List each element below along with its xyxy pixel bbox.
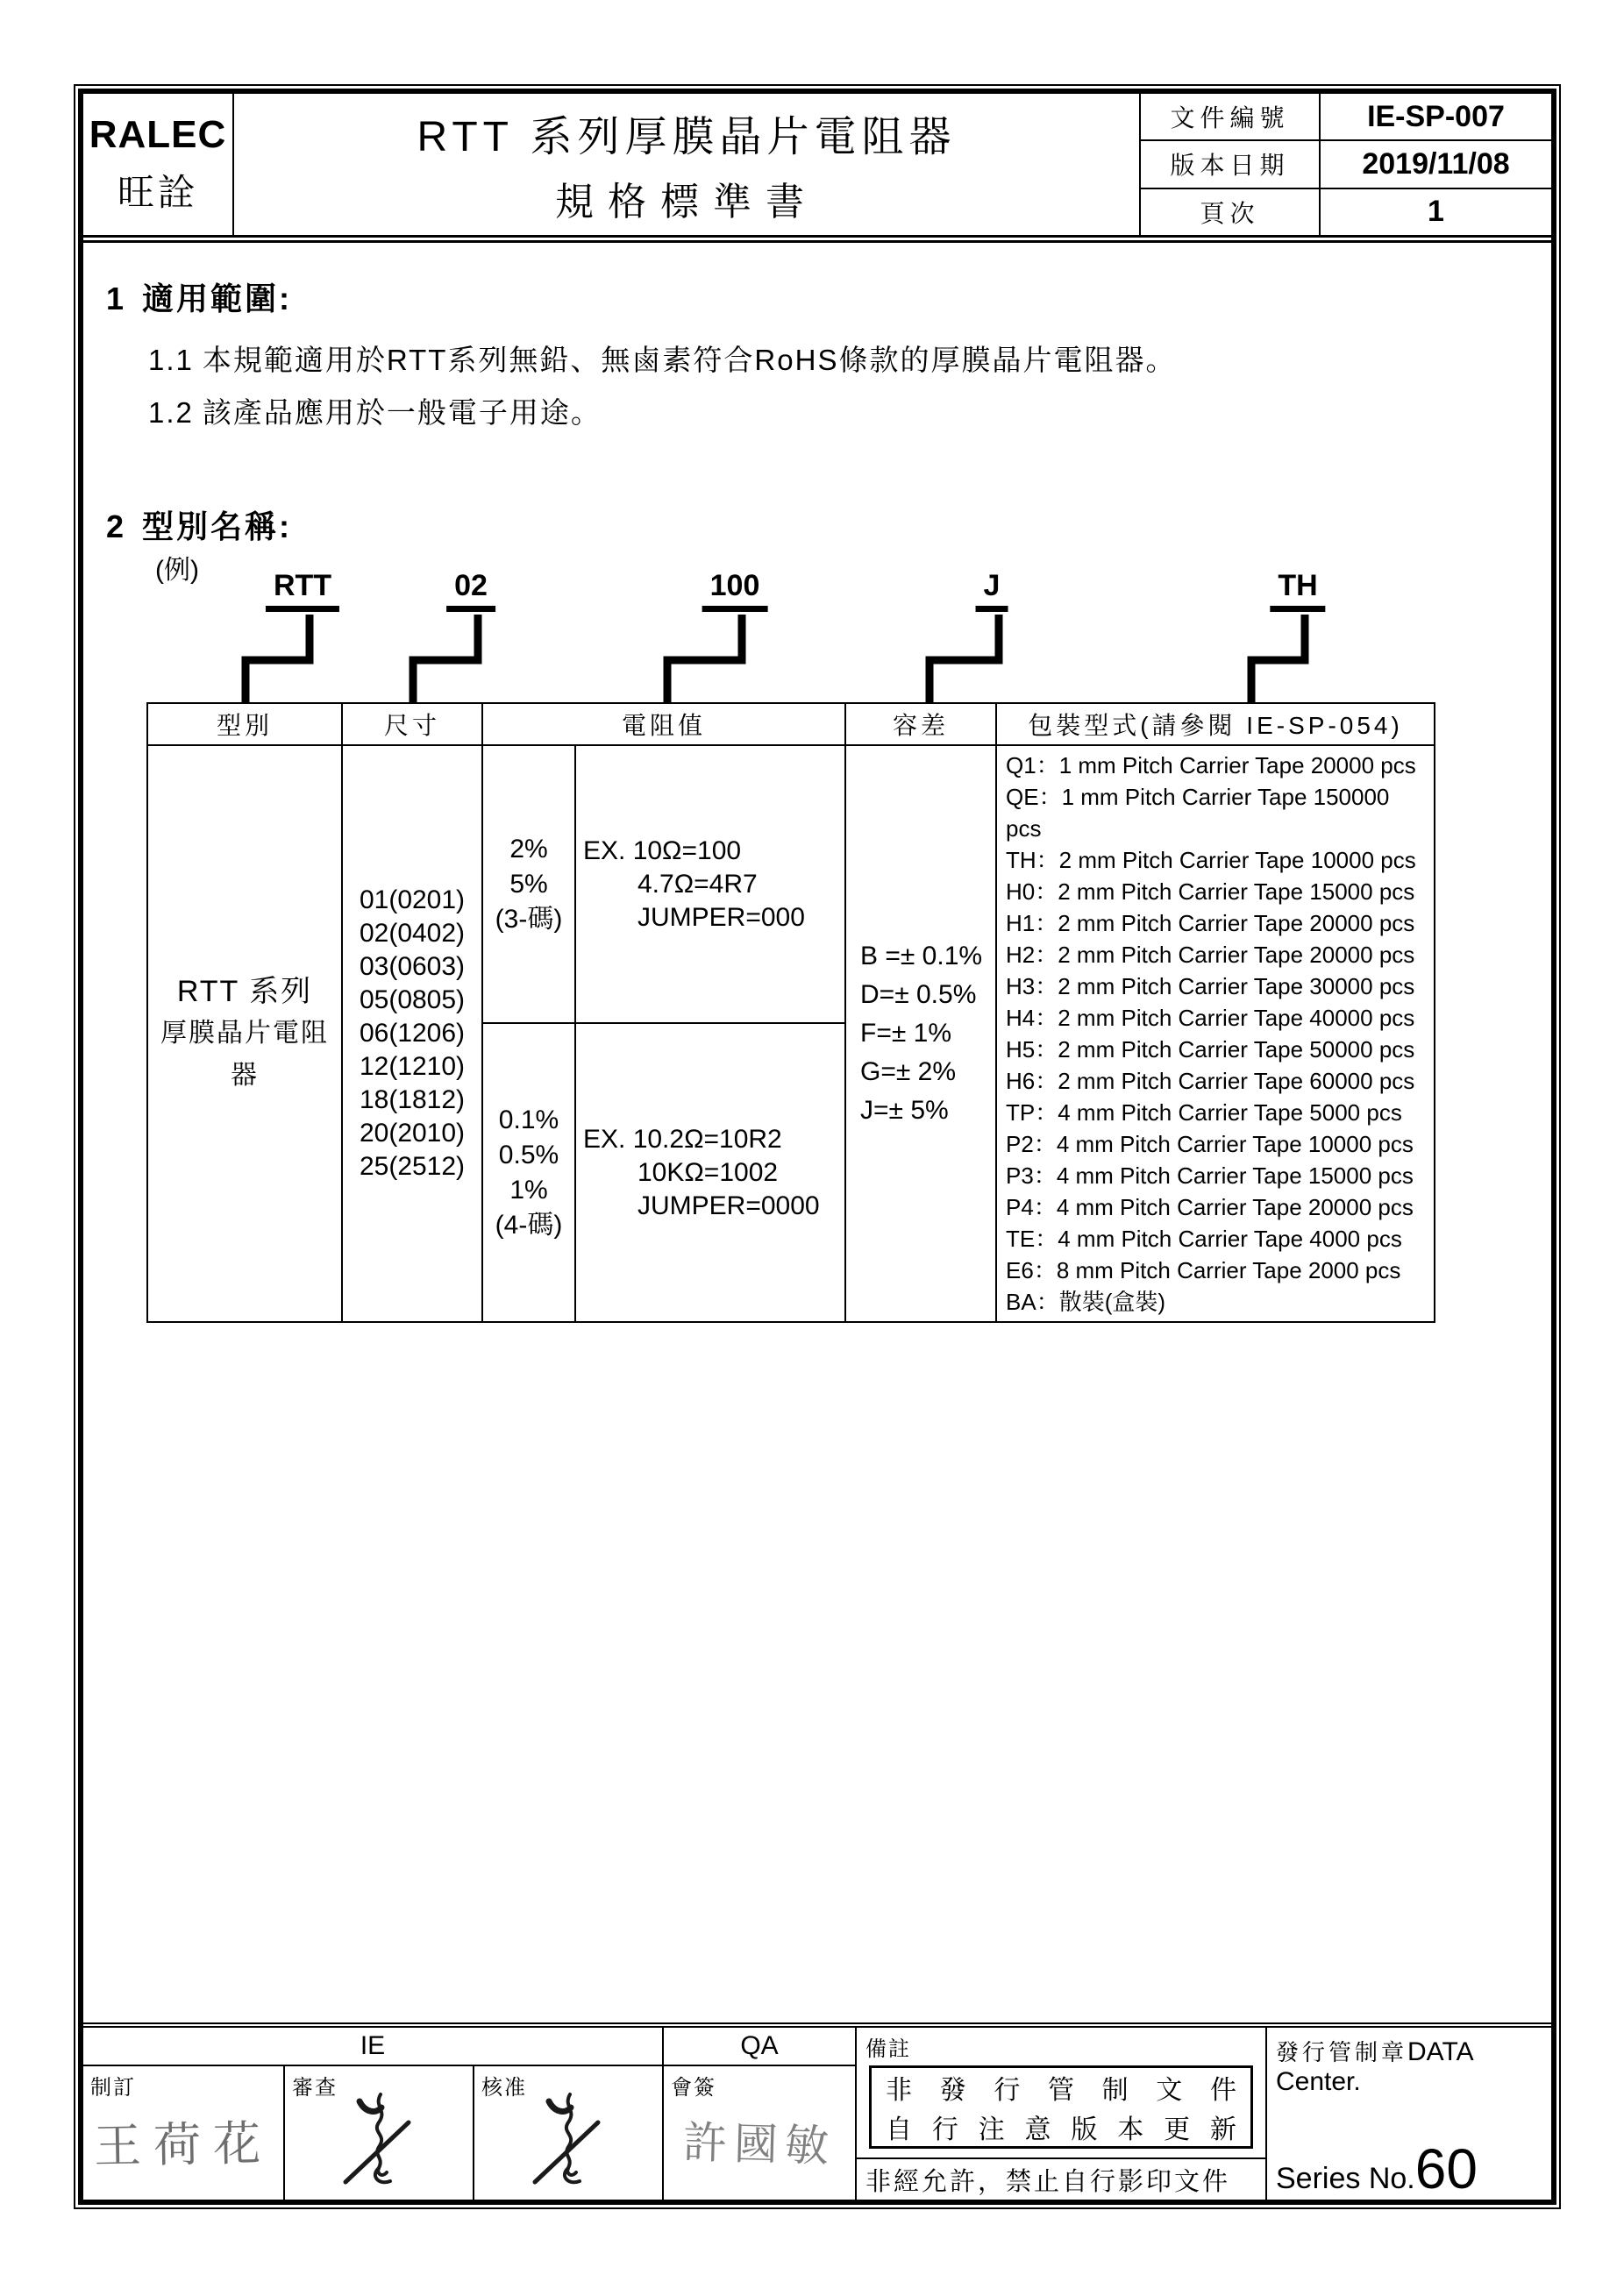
header-model: 型別 [147, 703, 342, 745]
section2-heading [106, 502, 292, 547]
size-item: 25(2512) [359, 1152, 466, 1181]
info-row-doc-number [1141, 94, 1551, 141]
code-3digit-note: (3-碼) [495, 904, 563, 934]
item-1-1-text: 本規範適用於RTT系列無鉛、無鹵素符合RoHS條款的厚膜晶片電阻器。 [202, 344, 1177, 376]
copy-prohibition-note: 非經允許，禁止自行影印文件 [857, 2157, 1265, 2200]
spec-table-header-row [147, 703, 1435, 745]
packaging-item: TE：4 mm Pitch Carrier Tape 4000 pcs [1006, 1226, 1402, 1252]
header-packaging: 包裝型式(請參閱 IE-SP-054) [996, 703, 1435, 745]
example-line: 4.7Ω=4R7 [637, 869, 758, 899]
signature-header-row [83, 2028, 855, 2066]
countersign-signature: 許國敏 [682, 2117, 837, 2172]
model-cell [147, 745, 342, 1322]
document-body [83, 243, 1551, 2022]
code-label-packaging: TH [1270, 569, 1325, 612]
reviewer-label: 審查 [292, 2076, 338, 2100]
size-item: 05(0805) [359, 985, 466, 1014]
resistance-codes-3digit [482, 745, 575, 1023]
packaging-item: BA：散裝(盒裝) [1006, 1289, 1166, 1315]
example-line: JUMPER=0000 [637, 1191, 820, 1220]
packaging-cell [996, 745, 1435, 1322]
drafter-signature: 王荷花 [93, 2116, 274, 2173]
header-resistance: 電阻值 [482, 703, 845, 745]
packaging-item: H4：2 mm Pitch Carrier Tape 40000 pcs [1006, 1005, 1415, 1031]
size-item: 03(0603) [359, 952, 466, 981]
tolerance-cell [845, 745, 996, 1322]
issue-control-stamp-cell [1265, 2028, 1551, 2200]
approver-signature-scribble [524, 2089, 612, 2193]
tolerance-item: J=± 5% [860, 1096, 949, 1125]
item-1-2-number: 1.2 [148, 396, 194, 429]
section1-title: 適用範圍: [142, 281, 293, 316]
packaging-item: TH：2 mm Pitch Carrier Tape 10000 pcs [1006, 847, 1416, 873]
resistance-example-4digit [575, 1023, 845, 1322]
packaging-item: P2：4 mm Pitch Carrier Tape 10000 pcs [1006, 1131, 1414, 1157]
example-line: EX. 10Ω=100 [583, 835, 742, 865]
title-cell [234, 94, 1139, 235]
remarks-note-box [869, 2065, 1253, 2149]
packaging-item: TP：4 mm Pitch Carrier Tape 5000 pcs [1006, 1099, 1402, 1126]
size-item: 02(0402) [359, 919, 466, 948]
stamp-value: DATA Center. [1276, 2037, 1472, 2096]
document-border [74, 84, 1561, 2209]
packaging-item: H6：2 mm Pitch Carrier Tape 60000 pcs [1006, 1068, 1415, 1094]
packaging-item: H1：2 mm Pitch Carrier Tape 20000 pcs [1006, 910, 1415, 936]
section2-title: 型別名稱: [142, 508, 293, 544]
approver-label: 核准 [481, 2076, 527, 2100]
document-title-line2: 規格標準書 [555, 181, 818, 224]
packaging-item: H0：2 mm Pitch Carrier Tape 15000 pcs [1006, 878, 1415, 905]
item-1-1-number: 1.1 [148, 344, 194, 376]
signature-cells [83, 2066, 855, 2200]
remarks-box-line: 非 發 行 管 制 文 件 [886, 2076, 1236, 2106]
size-item: 06(1206) [359, 1019, 466, 1048]
countersign-label: 會簽 [671, 2076, 716, 2100]
model-description: 厚膜晶片電阻器 [160, 1019, 329, 1090]
version-date-label: 版本日期 [1141, 141, 1321, 187]
series-number: 60 [1414, 2137, 1478, 2200]
packaging-item: Q1：1 mm Pitch Carrier Tape 20000 pcs [1006, 752, 1416, 778]
size-item: 01(0201) [359, 885, 466, 914]
stamp-label: 發行管制章 [1276, 2039, 1408, 2065]
remarks-label: 備註 [865, 2037, 911, 2061]
resistance-codes-4digit [482, 1023, 575, 1322]
sign-cell-countersign [664, 2066, 855, 2200]
code-5pct: 5% [509, 869, 548, 899]
packaging-item: P4：4 mm Pitch Carrier Tape 20000 pcs [1006, 1194, 1414, 1220]
code-01pct: 0.1% [498, 1105, 559, 1134]
company-logo: RALEC [89, 112, 227, 156]
code-2pct: 2% [509, 834, 548, 864]
info-row-version-date [1141, 141, 1551, 188]
sign-cell-reviewer [285, 2066, 474, 2200]
drafter-label: 制訂 [90, 2076, 136, 2100]
packaging-item: H5：2 mm Pitch Carrier Tape 50000 pcs [1006, 1036, 1415, 1063]
info-row-page-number [1141, 189, 1551, 235]
packaging-item: H2：2 mm Pitch Carrier Tape 20000 pcs [1006, 942, 1415, 968]
section1-number: 1 [106, 281, 127, 316]
doc-number-value: IE-SP-007 [1367, 99, 1505, 133]
tolerance-item: D=± 0.5% [860, 980, 977, 1009]
approval-footer [83, 2022, 1551, 2200]
packaging-item: H3：2 mm Pitch Carrier Tape 30000 pcs [1006, 973, 1415, 999]
section1-item-2 [148, 390, 602, 431]
code-label-tolerance: J [976, 569, 1008, 612]
document-title-line1: RTT 系列厚膜晶片電阻器 [417, 114, 957, 160]
size-item: 12(1210) [359, 1052, 466, 1081]
company-name-chinese: 旺詮 [117, 171, 198, 213]
tolerance-item: G=± 2% [860, 1057, 957, 1086]
header-tolerance: 容差 [845, 703, 996, 745]
sign-cell-drafter [83, 2066, 285, 2200]
tolerance-item: F=± 1% [860, 1019, 952, 1048]
item-1-2-text: 該產品應用於一般電子用途。 [202, 396, 602, 429]
size-item: 20(2010) [359, 1119, 466, 1148]
spec-table-row-top [147, 745, 1435, 1023]
series-label: Series No. [1276, 2162, 1415, 2195]
document-header [83, 94, 1551, 243]
example-note: (例) [155, 556, 199, 585]
example-line: 10KΩ=1002 [637, 1157, 779, 1187]
tolerance-item: B =± 0.1% [860, 942, 983, 970]
resistance-example-3digit [575, 745, 845, 1023]
packaging-item: QE：1 mm Pitch Carrier Tape 150000 pcs [1006, 784, 1390, 842]
packaging-item: E6：8 mm Pitch Carrier Tape 2000 pcs [1006, 1257, 1401, 1283]
code-1pct: 1% [509, 1175, 548, 1205]
reviewer-signature-scribble [335, 2089, 423, 2193]
code-label-resistance: 100 [702, 569, 768, 612]
doc-number-label: 文件編號 [1141, 94, 1321, 139]
example-line: JUMPER=000 [637, 902, 805, 932]
page-number-label: 頁次 [1141, 189, 1321, 235]
size-item: 18(1812) [359, 1085, 466, 1114]
code-label-size: 02 [446, 569, 495, 612]
packaging-item: P3：4 mm Pitch Carrier Tape 15000 pcs [1006, 1162, 1414, 1189]
sign-cell-approver [474, 2066, 664, 2200]
version-date-value: 2019/11/08 [1362, 146, 1510, 181]
example-line: EX. 10.2Ω=10R2 [583, 1124, 782, 1154]
remarks-cell [855, 2028, 1265, 2200]
remarks-box-line: 自 行 注 意 版 本 更 新 [886, 2115, 1236, 2144]
code-connector-lines [83, 615, 1364, 703]
sizes-cell [342, 745, 482, 1322]
section1-heading [106, 274, 292, 319]
code-label-series: RTT [266, 569, 339, 612]
page-number-value: 1 [1428, 195, 1444, 229]
model-series: RTT 系列 [176, 975, 313, 1008]
ie-department-label: IE [83, 2028, 664, 2065]
qa-department-label: QA [740, 2031, 779, 2060]
section1-item-1 [148, 338, 1176, 379]
code-05pct: 0.5% [498, 1140, 559, 1169]
spec-table [146, 702, 1435, 1323]
signature-block [83, 2028, 855, 2200]
code-4digit-note: (4-碼) [495, 1210, 563, 1240]
section2-number: 2 [106, 508, 127, 544]
document-info-table [1139, 94, 1551, 235]
company-logo-cell [83, 94, 234, 235]
header-size: 尺寸 [342, 703, 482, 745]
